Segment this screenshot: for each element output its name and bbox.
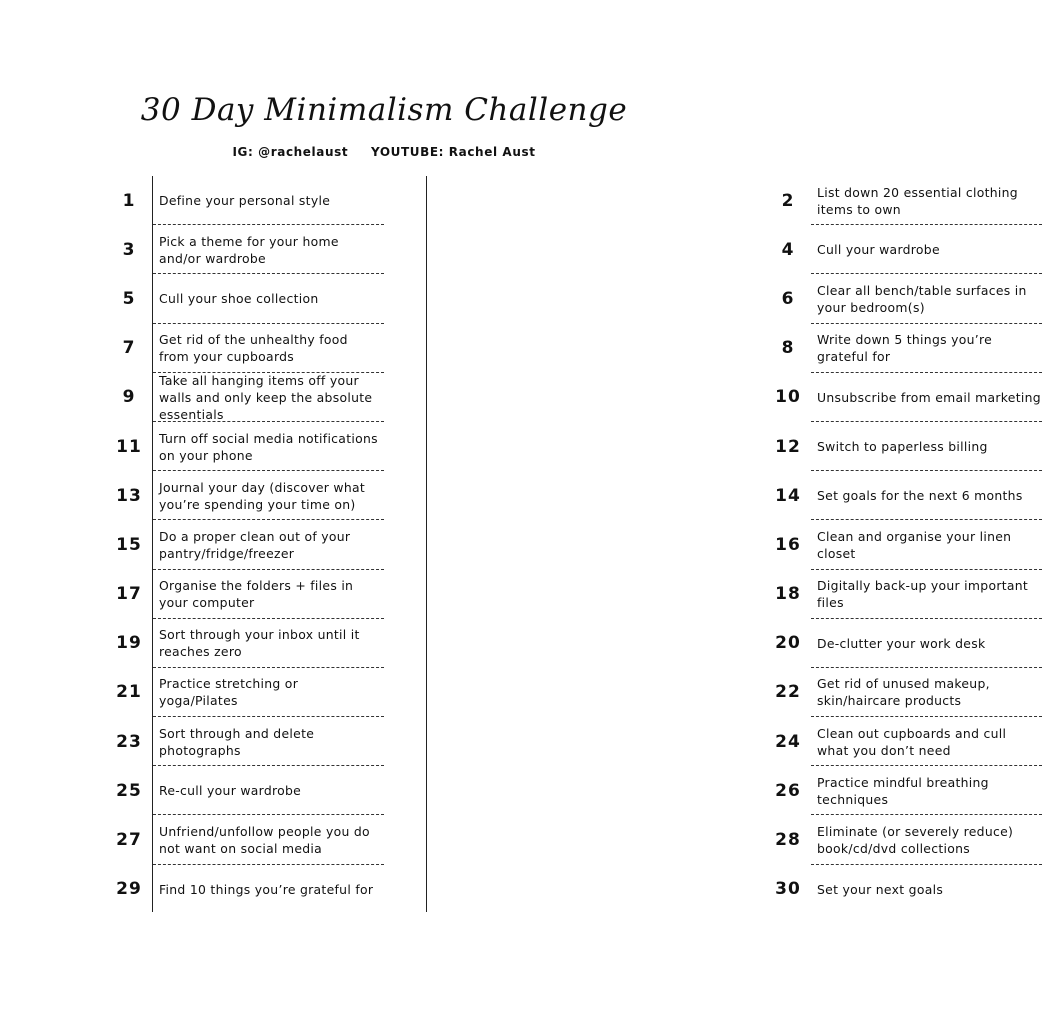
day-task: Practice mindful breathing techniques [817, 774, 989, 807]
challenge-day-5 [0, 274, 384, 323]
challenge-day-20 [384, 619, 986, 668]
challenge-day-18 [384, 570, 1029, 619]
challenge-day-14 [384, 471, 1023, 520]
challenge-day-30 [384, 865, 944, 914]
day-task: Get rid of the unhealthy food from your cupboards [159, 332, 348, 365]
day-number: 6 [781, 288, 795, 309]
day-number: 15 [116, 534, 142, 555]
challenge-day-7 [0, 324, 384, 373]
challenge-day-1 [0, 176, 384, 225]
challenge-day-17 [0, 570, 384, 619]
day-number: 3 [122, 239, 136, 260]
challenge-day-11 [0, 422, 384, 471]
challenge-day-6 [384, 274, 1027, 323]
day-number: 25 [116, 780, 142, 801]
day-number: 23 [116, 731, 142, 752]
challenge-grid [0, 176, 1041, 914]
day-task: Clean out cupboards and cull what you don’t need [817, 725, 1007, 758]
day-task: Clean and organise your linen closet [817, 528, 1012, 561]
day-number: 17 [116, 584, 142, 605]
day-task: Journal your day (discover what you’re spending your time on) [159, 479, 366, 512]
day-task: Turn off social media notifications on your phone [159, 430, 378, 463]
day-number: 24 [775, 731, 801, 752]
day-task: Set your next goals [817, 881, 944, 897]
day-number: 8 [781, 338, 795, 359]
day-task: Switch to paperless billing [817, 439, 988, 455]
day-task: Sort through and delete photographs [159, 725, 315, 758]
challenge-day-13 [0, 471, 384, 520]
day-task: Organise the folders + files in your computer [159, 578, 354, 611]
challenge-day-9 [0, 373, 384, 422]
challenge-day-21 [0, 668, 384, 717]
challenge-day-22 [384, 668, 990, 717]
day-number: 10 [775, 387, 801, 408]
challenge-day-16 [384, 520, 1012, 569]
day-task: Cull your shoe collection [159, 291, 319, 307]
day-number: 27 [116, 830, 142, 851]
day-task: Write down 5 things you’re grateful for [817, 332, 993, 365]
day-task: Clear all bench/table surfaces in your bedroom(s) [817, 282, 1027, 315]
day-task: Unsubscribe from email marketing [817, 389, 1041, 405]
day-number: 26 [775, 780, 801, 801]
day-number: 19 [116, 633, 142, 654]
challenge-day-23 [0, 717, 384, 766]
challenge-day-27 [0, 815, 384, 864]
challenge-day-29 [0, 865, 384, 914]
day-task: Pick a theme for your home and/or wardrobe [159, 233, 339, 266]
day-number: 1 [122, 190, 136, 211]
challenge-day-15 [0, 520, 384, 569]
day-number: 28 [775, 830, 801, 851]
day-task: Unfriend/unfollow people you do not want on social media [159, 824, 370, 857]
day-number: 29 [116, 879, 142, 900]
day-task: Digitally back-up your important files [817, 578, 1029, 611]
day-task: Sort through your inbox until it reaches zero [159, 627, 360, 660]
day-number: 18 [775, 584, 801, 605]
day-number: 4 [781, 239, 795, 260]
challenge-day-25 [0, 766, 384, 815]
day-number: 5 [122, 288, 136, 309]
day-number: 7 [122, 338, 136, 359]
day-number: 13 [116, 485, 142, 506]
challenge-day-2 [384, 176, 1018, 225]
challenge-day-19 [0, 619, 384, 668]
day-task: Take all hanging items off your walls and only keep the absolute essentials [159, 372, 373, 422]
day-task: Set goals for the next 6 months [817, 488, 1023, 504]
day-task: Practice stretching or yoga/Pilates [159, 676, 299, 709]
challenge-day-4 [384, 225, 940, 274]
day-number: 21 [116, 682, 142, 703]
day-task: Find 10 things you’re grateful for [159, 881, 374, 897]
day-number: 22 [775, 682, 801, 703]
day-number: 12 [775, 436, 801, 457]
challenge-day-8 [384, 324, 993, 373]
day-number: 11 [116, 436, 142, 457]
social-handles [0, 145, 768, 159]
youtube-handle: YOUTUBE: Rachel Aust [370, 145, 536, 159]
day-task: Define your personal style [159, 193, 331, 209]
day-task: List down 20 essential clothing items to own [817, 184, 1018, 217]
challenge-day-3 [0, 225, 384, 274]
day-number: 2 [781, 190, 795, 211]
challenge-day-12 [384, 422, 988, 471]
challenge-day-28 [384, 815, 1014, 864]
day-task: Eliminate (or severely reduce) book/cd/dvd collections [817, 824, 1014, 857]
day-number: 14 [775, 485, 801, 506]
page-title: 30 Day Minimalism Challenge [140, 92, 628, 128]
day-task: Get rid of unused makeup, skin/haircare products [817, 676, 990, 709]
instagram-handle: IG: @rachelaust [232, 145, 349, 159]
day-task: Cull your wardrobe [817, 242, 940, 258]
challenge-day-26 [384, 766, 989, 815]
day-task: Re-cull your wardrobe [159, 783, 302, 799]
challenge-day-10 [384, 373, 1041, 422]
day-number: 30 [775, 879, 801, 900]
day-task: De-clutter your work desk [817, 635, 986, 651]
day-number: 16 [775, 534, 801, 555]
day-task: Do a proper clean out of your pantry/fridge/freezer [159, 528, 351, 561]
challenge-day-24 [384, 717, 1007, 766]
day-number: 9 [122, 387, 136, 408]
day-number: 20 [775, 633, 801, 654]
